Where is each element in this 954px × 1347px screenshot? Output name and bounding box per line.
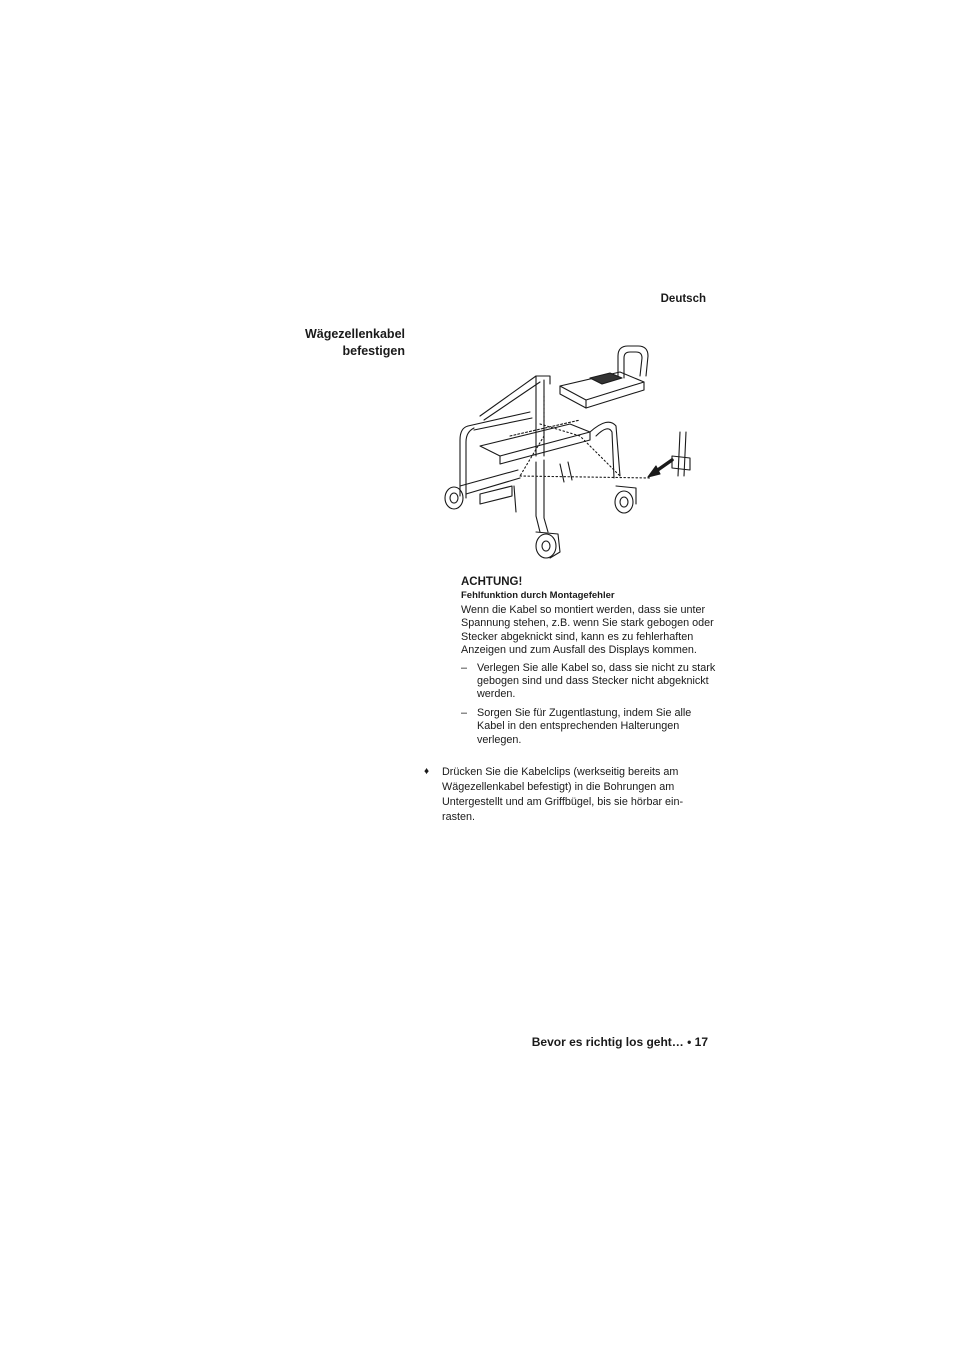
section-title: [225, 326, 405, 360]
instruction-step-text: Drücken Sie die Kabelclips (werkseitig bereits am Wägezellenkabel befestigt) in die Bohrungen am Untergestellt und am Griffbügel, bis sie hörbar ein-rasten.: [442, 766, 684, 823]
caution-box: [461, 575, 716, 752]
section-title-line1: Wägezellenkabel: [304, 327, 405, 341]
caution-text: Wenn die Kabel so montiert werden, dass sie unter Spannung stehen, z.B. wenn Sie stark gebogen oder Stecker abgeknickt sind, kann es zu fehlerhaften Anzeigen und zum Ausfall des Displays kommen.: [461, 604, 714, 657]
scale-chair-illustration: [440, 336, 700, 568]
section-title-line2: befestigen: [342, 344, 405, 358]
language-label: Deutsch: [660, 293, 706, 305]
diamond-bullet-icon: ♦: [424, 766, 430, 777]
caution-list-item-text: Sorgen Sie für Zugentlastung, indem Sie alle Kabel in den entsprechenden Halterungen verlegen.: [477, 706, 692, 746]
page-footer: Bevor es richtig los geht… • 17: [531, 1035, 708, 1049]
instruction-step: [424, 765, 714, 825]
dash-marker: –: [461, 706, 468, 719]
caution-list-item: [461, 662, 716, 702]
caution-list-item-text: Verlegen Sie alle Kabel so, dass sie nicht zu stark gebogen sind und dass Stecker nicht abgeknickt werden.: [477, 661, 716, 701]
caution-list-item: [461, 707, 716, 747]
caution-subheading: Fehlfunktion durch Montagefehler: [461, 590, 615, 601]
caution-list: [461, 662, 716, 747]
dash-marker: –: [461, 661, 468, 674]
caution-heading: ACHTUNG!: [461, 576, 523, 588]
